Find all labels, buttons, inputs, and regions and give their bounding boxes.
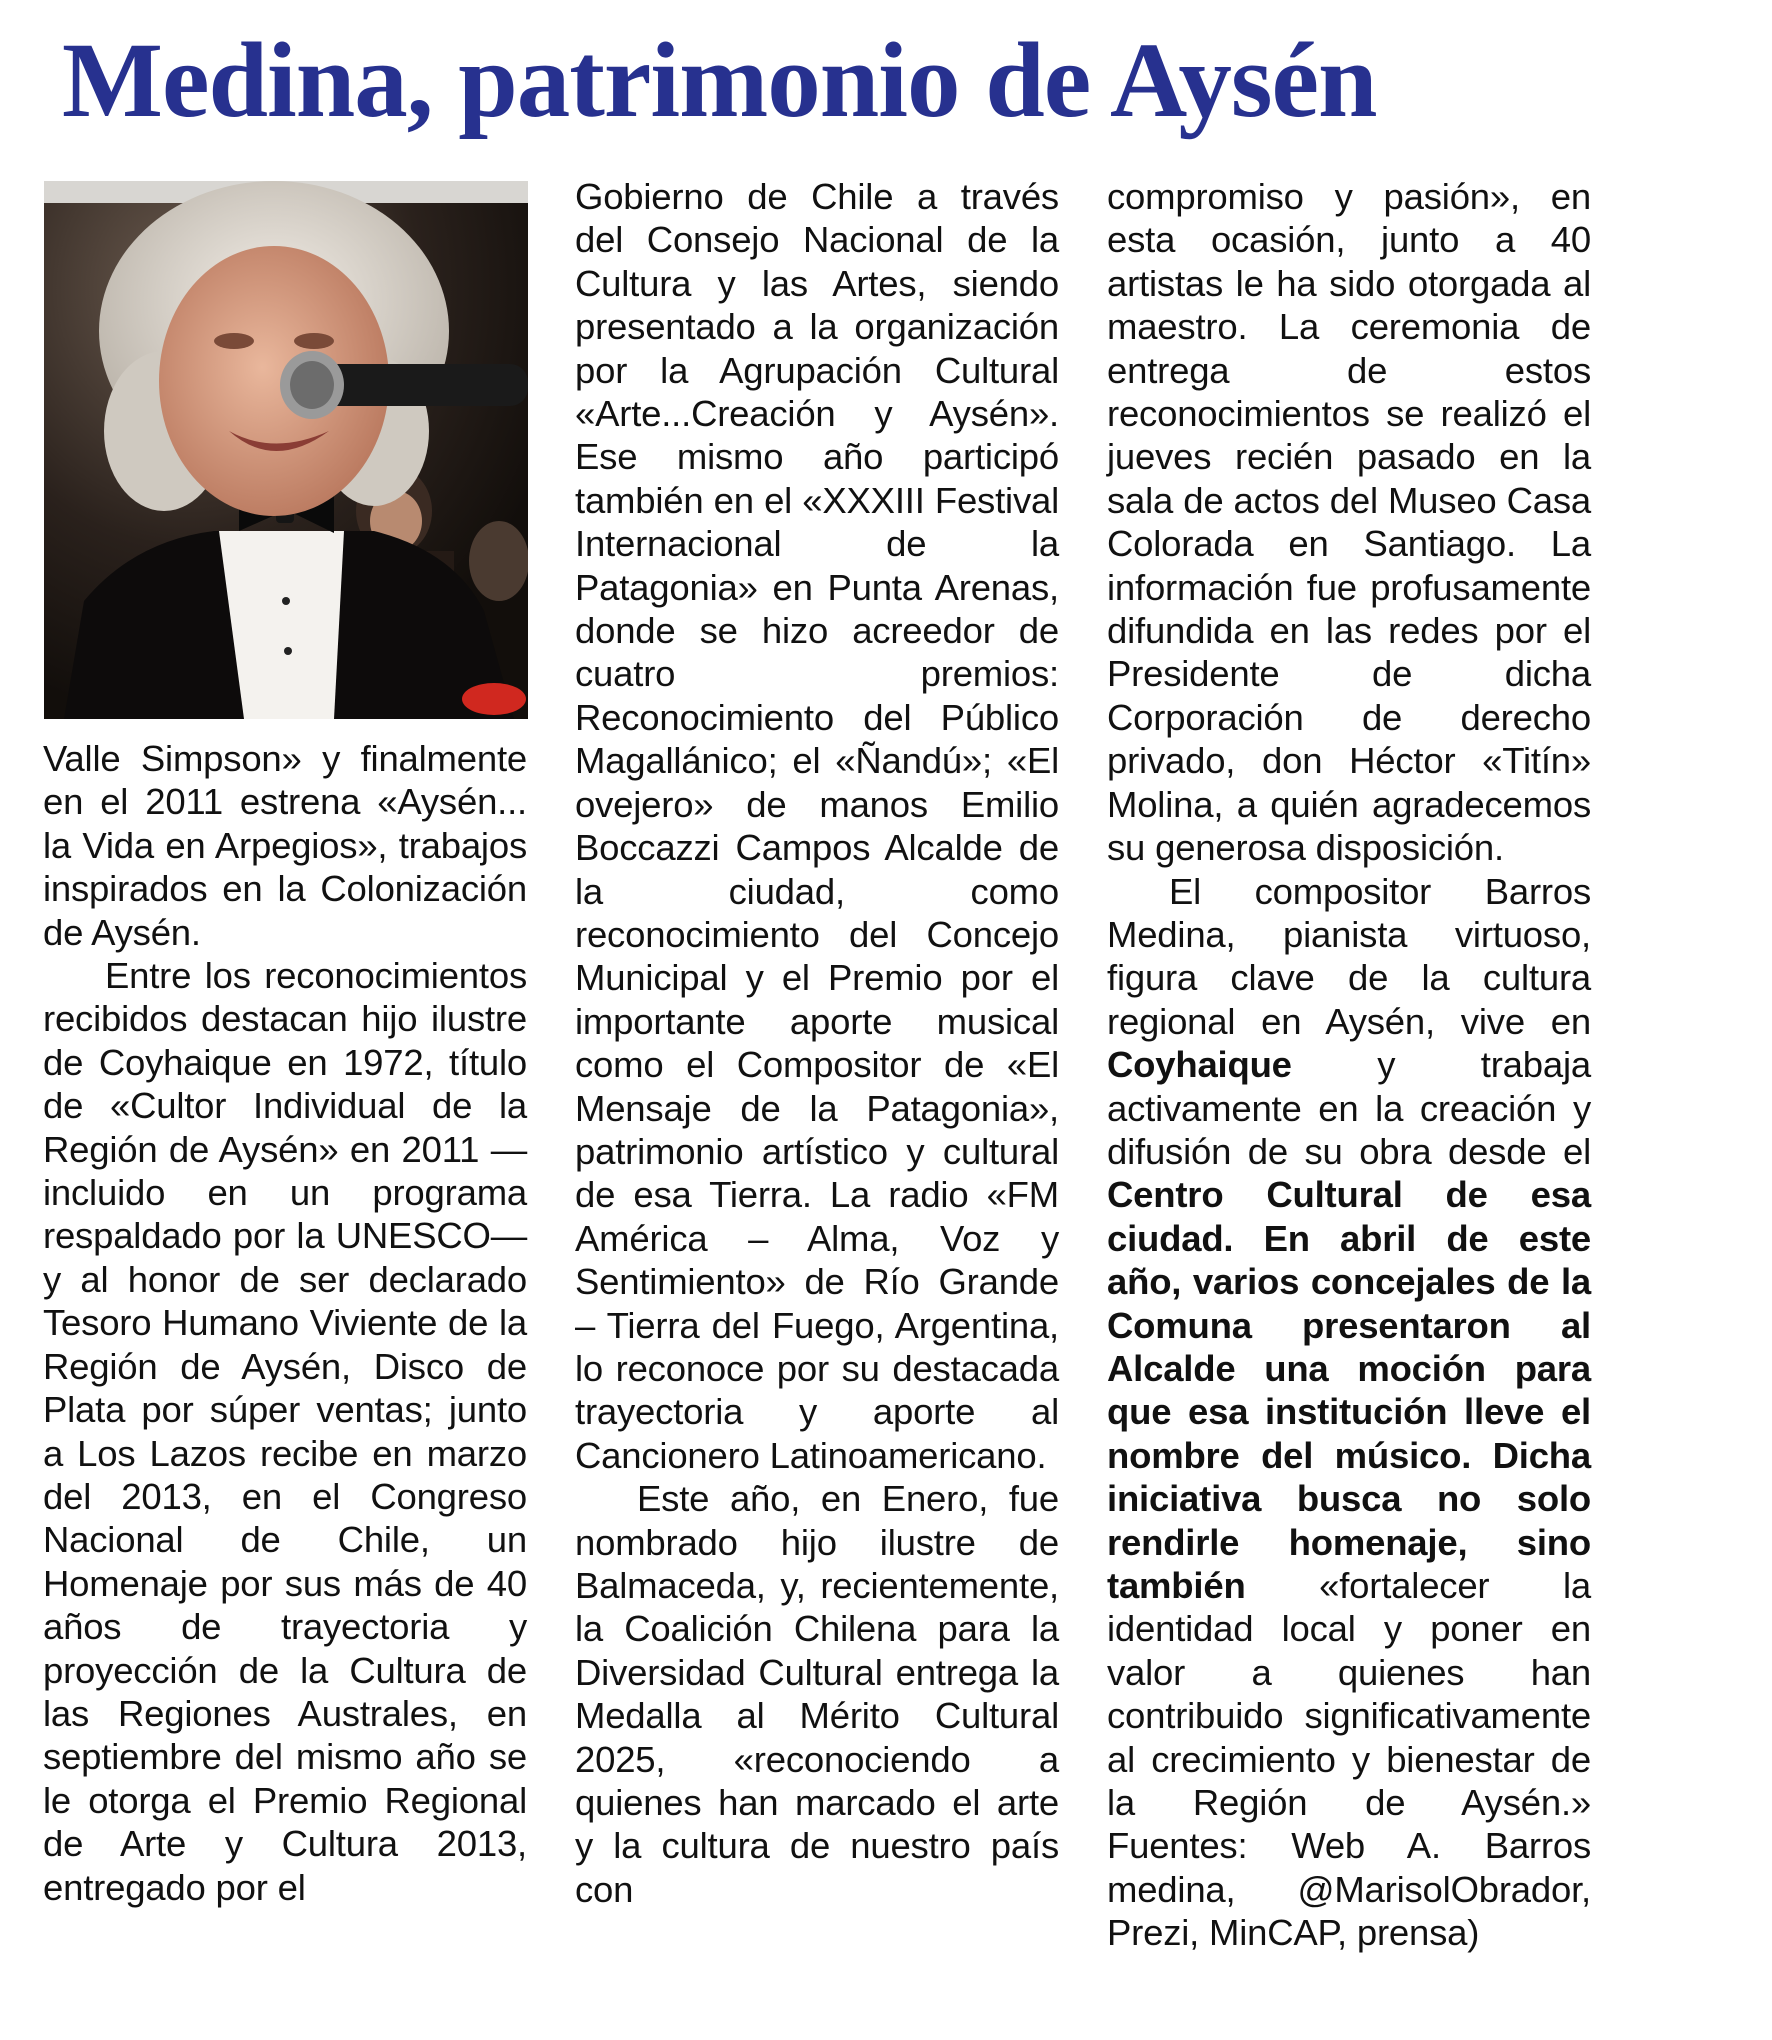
article-photo xyxy=(44,181,528,719)
col3-bold-coyhaique: Coyhaique xyxy=(1107,1044,1292,1086)
col3-paragraph-1: compromiso y pasión», en esta ocasión, junto a 40 artistas le ha sido otorgada al maestro. La ceremonia de entrega de estos reconocimientos se realizó el jueves recién pasado en la sala de actos del Museo Casa Colorada en Santiago. La información fue profusamente difundida en las redes por el Presidente de dicha Corporación de derecho privado, don Héctor «Titín» Molina, a quién agradecemos su generosa disposición. xyxy=(1107,176,1591,869)
col1-paragraph-2: Entre los reconocimientos recibidos destacan hijo ilustre de Coyhaique en 1972, título de «Cultor Individual de la Región de Aysén» en 2011 —incluido en un programa respaldado por la UNESCO— y al honor de ser declarado Tesoro Humano Viviente de la Región de Aysén, Disco de Plata por súper ventas; junto a Los Lazos recibe en marzo del 2013, en el Congreso Nacional de Chile, un Homenaje por sus más de 40 años de trayectoria y proyección de la Cultura de las Regiones Australes, en septiembre del mismo año se le otorga el Premio Regional de Arte y Cultura 2013, entregado por el xyxy=(43,955,527,1908)
article-column-1 xyxy=(43,737,527,1909)
col1-paragraph-1: Valle Simpson» y finalmente en el 2011 estrena «Aysén... la Vida en Arpegios», trabajos inspirados en la Colonización de Aysén. xyxy=(43,738,527,953)
portrait-photo-icon xyxy=(44,181,528,719)
col3-text-c: y trabaja activamente en la creación y difusión de su obra desde el xyxy=(1107,1044,1591,1172)
article-column-3 xyxy=(1107,175,1591,1955)
article-column-2 xyxy=(575,175,1059,1911)
col2-paragraph-2: Este año, en Enero, fue nombrado hijo ilustre de Balmaceda, y, recientemente, la Coalición Chilena para la Diversidad Cultural entrega la Medalla al Mérito Cultural 2025, «reconociendo a quienes han marcado el arte y la cultura de nuestro país con xyxy=(575,1478,1059,1910)
col3-text-d: «fortalecer la identidad local y poner en valor a quienes han contribuido significativamente al crecimiento y bienestar de la Región de Aysén.» Fuentes: Web A. Barros medina, @MarisolObrador, Prezi, MinCAP, prensa) xyxy=(1107,1565,1591,1954)
headline: Medina, patrimonio de Aysén xyxy=(62,22,1377,140)
col3-paragraph-2 xyxy=(1107,870,1591,1955)
col3-bold-centro-cultural: Centro Cultural de esa ciudad. En abril de este año, varios concejales de la Comuna presentaron al Alcalde una moción para que esa institución lleve el nombre del músico. Dicha iniciativa busca no solo rendirle homenaje, sino también xyxy=(1107,1174,1591,1606)
col2-paragraph-1: Gobierno de Chile a través del Consejo Nacional de la Cultura y las Artes, siendo presentado a la organización por la Agrupación Cultural «Arte...Creación y Aysén». Ese mismo año participó también en el «XXXIII Festival Internacional de la Patagonia» en Punta Arenas, donde se hizo acreedor de cuatro premios: Reconocimiento del Público Magallánico; el «Ñandú»; «El ovejero» de manos Emilio Boccazzi Campos Alcalde de la ciudad, como reconocimiento del Concejo Municipal y el Premio por el importante aporte musical como el Compositor de «El Mensaje de la Patagonia», patrimonio artístico y cultural de esa Tierra. La radio «FM América – Alma, Voz y Sentimiento» de Río Grande – Tierra del Fuego, Argentina, lo reconoce por su destacada trayectoria y aporte al Cancionero Latinoamericano. xyxy=(575,176,1059,1476)
col3-text-a: El compositor Barros Medina, pianista virtuoso, figura clave de la cultura regional en Aysén, vive en xyxy=(1107,870,1591,1042)
